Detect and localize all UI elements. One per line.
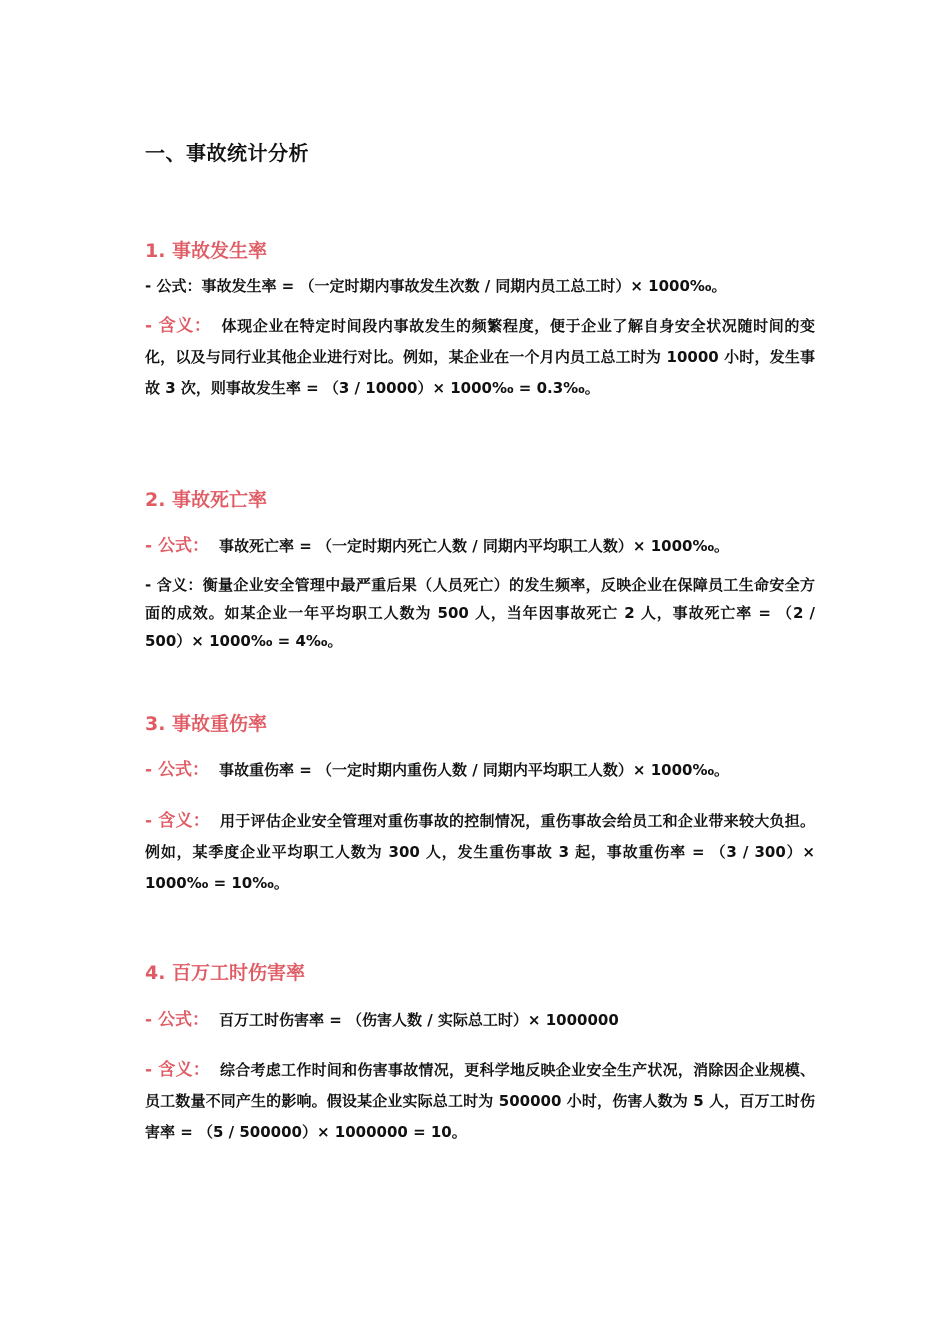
meaning-paragraph-ltifr — [145, 1055, 815, 1148]
meaning-text: 用于评估企业安全管理对重伤事故的控制情况，重伤事故会给员工和企业带来较大负担。例如，某季度企业平均职工人数为 300 人，发生重伤事故 3 起，事故重伤率 = （3 / 300）× 1000‰ = 10‰。 — [145, 812, 815, 892]
meaning-label: - 含义： — [145, 1060, 211, 1080]
meaning-paragraph-serious-injury-rate — [145, 806, 815, 899]
formula-label: - 公式： — [145, 1010, 209, 1030]
formula-text: 事故死亡率 = （一定时期内死亡人数 / 同期内平均职工人数）× 1000‰。 — [218, 537, 730, 555]
section-heading-accident-rate: 1. 事故发生率 — [145, 240, 268, 262]
meaning-label: - 含义： — [145, 811, 211, 831]
formula-line-accident-rate — [145, 276, 727, 296]
formula-line-death-rate — [145, 536, 729, 556]
formula-label: - 公式： — [145, 536, 209, 556]
formula-line-serious-injury-rate — [145, 760, 729, 780]
meaning-label: - 含义： — [145, 576, 203, 594]
page-title: 一、事故统计分析 — [145, 141, 309, 165]
formula-line-ltifr — [145, 1010, 619, 1030]
meaning-text: 衡量企业安全管理中最严重后果（人员死亡）的发生频率，反映企业在保障员工生命安全方面的成效。如某企业一年平均职工人数为 500 人，当年因事故死亡 2 人，事故死亡率 = （2 / 500）× 1000‰ = 4‰。 — [145, 576, 815, 650]
section-heading-death-rate: 2. 事故死亡率 — [145, 489, 268, 511]
section-heading-serious-injury-rate: 3. 事故重伤率 — [145, 713, 268, 735]
meaning-text: 体现企业在特定时间段内事故发生的频繁程度，便于企业了解自身安全状况随时间的变化，以及与同行业其他企业进行对比。例如，某企业在一个月内员工总工时为 10000 小时，发生事故 3 次，则事故发生率 = （3 / 10000）× 1000‰ = 0.3‰。 — [145, 317, 815, 397]
section-heading-ltifr: 4. 百万工时伤害率 — [145, 962, 306, 984]
formula-text: 百万工时伤害率 = （伤害人数 / 实际总工时）× 1000000 — [218, 1011, 619, 1029]
meaning-label: - 含义： — [145, 316, 212, 336]
meaning-paragraph-death-rate — [145, 571, 815, 655]
meaning-paragraph-accident-rate — [145, 311, 815, 404]
formula-label: - 公式： — [145, 277, 202, 295]
formula-label: - 公式： — [145, 760, 209, 780]
meaning-text: 综合考虑工作时间和伤害事故情况，更科学地反映企业安全生产状况，消除因企业规模、员工数量不同产生的影响。假设某企业实际总工时为 500000 小时，伤害人数为 5 人，百万工时伤害率 = （5 / 500000）× 1000000 = 10。 — [145, 1061, 815, 1141]
formula-text: 事故发生率 = （一定时期内事故发生次数 / 同期内员工总工时）× 1000‰。 — [201, 277, 727, 295]
formula-text: 事故重伤率 = （一定时期内重伤人数 / 同期内平均职工人数）× 1000‰。 — [218, 761, 730, 779]
